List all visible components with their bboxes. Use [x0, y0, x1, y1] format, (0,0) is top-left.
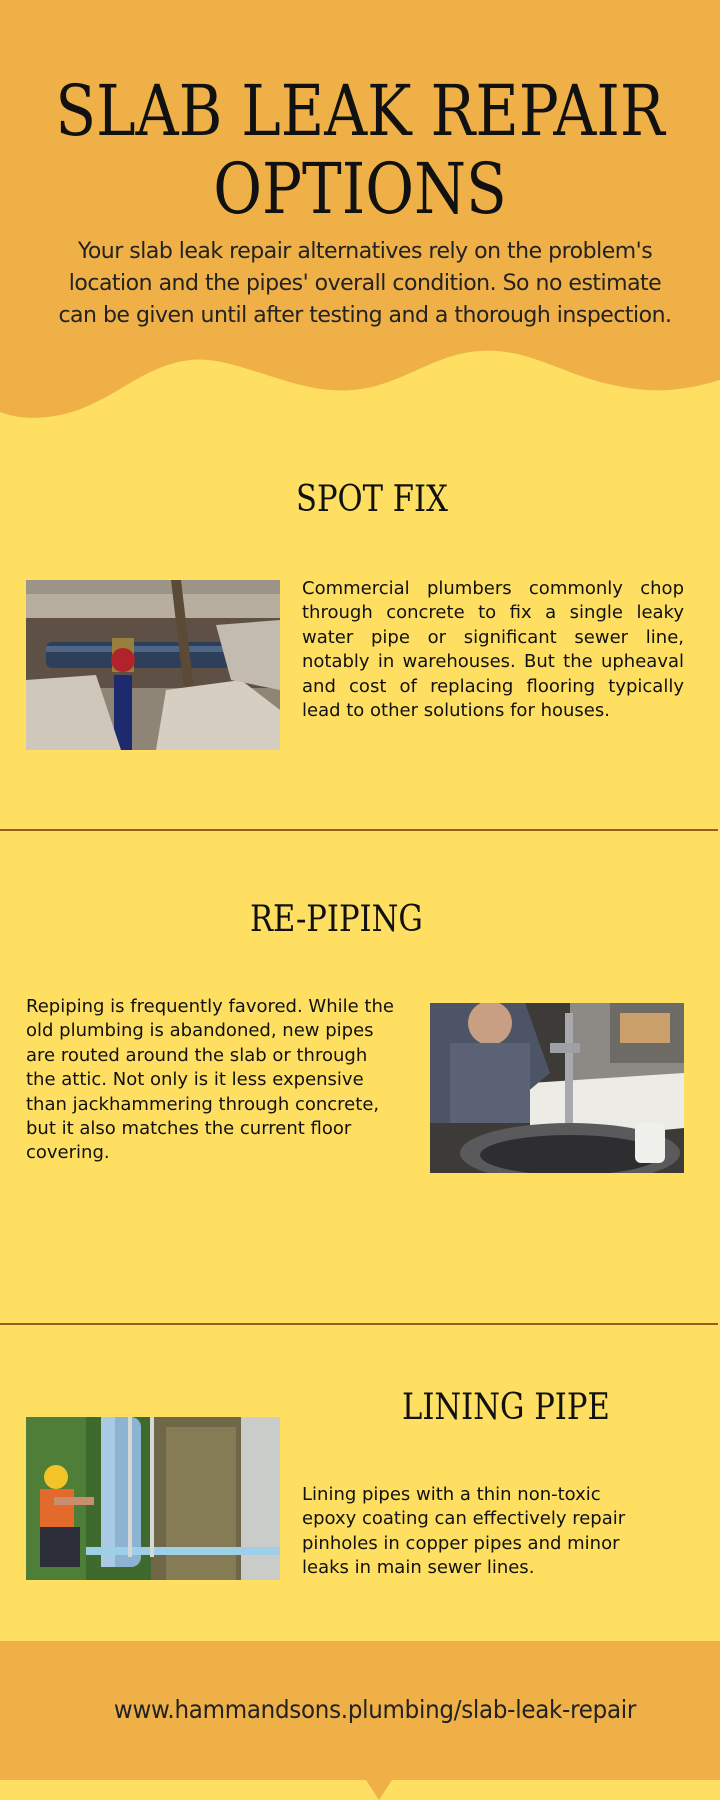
plumber-under-sink-photo	[430, 1003, 684, 1173]
section-divider-2	[0, 1323, 718, 1325]
footer-bottom-band	[0, 1780, 720, 1800]
section-title-spot-fix: SPOT FIX	[296, 479, 448, 520]
section-text-re-piping: Repiping is frequently favored. While the old plumbing is abandoned, new pipes are routed around the slab or through the attic. Not only is it less expensive than jackhammering through concrete, but it also matches the current floor covering.	[26, 996, 394, 1164]
page-title	[54, 72, 666, 228]
pipe-valve-in-concrete-photo	[26, 580, 280, 750]
section-text-lining-pipe: Lining pipes with a thin non-toxic epoxy coating can effectively repair pinholes in copper pipes and minor leaks in main sewer lines.	[302, 1484, 626, 1579]
page-title-line-2: OPTIONS	[213, 148, 507, 230]
footer-pointer-notch	[366, 1780, 392, 1800]
intro-paragraph: Your slab leak repair alternatives rely on the problem's location and the pipes' overall condition. So no estimate can be given until after testing and a thorough inspection.	[58, 239, 672, 328]
section-divider-1	[0, 829, 718, 831]
section-title-re-piping: RE-PIPING	[250, 899, 423, 940]
section-text-spot-fix: Commercial plumbers commonly chop through concrete to fix a single leaky water pipe or significant sewer line, notably in warehouses. But the upheaval and cost of replacing flooring typically lead to other solutions for houses.	[302, 578, 684, 722]
section-title-lining-pipe: LINING PIPE	[402, 1387, 610, 1428]
page-title-line-1: SLAB LEAK REPAIR	[55, 70, 665, 152]
footer-url-link[interactable]: www.hammandsons.plumbing/slab-leak-repair	[113, 1695, 637, 1724]
header-banner	[0, 0, 720, 430]
worker-at-water-tank-photo	[26, 1417, 280, 1580]
